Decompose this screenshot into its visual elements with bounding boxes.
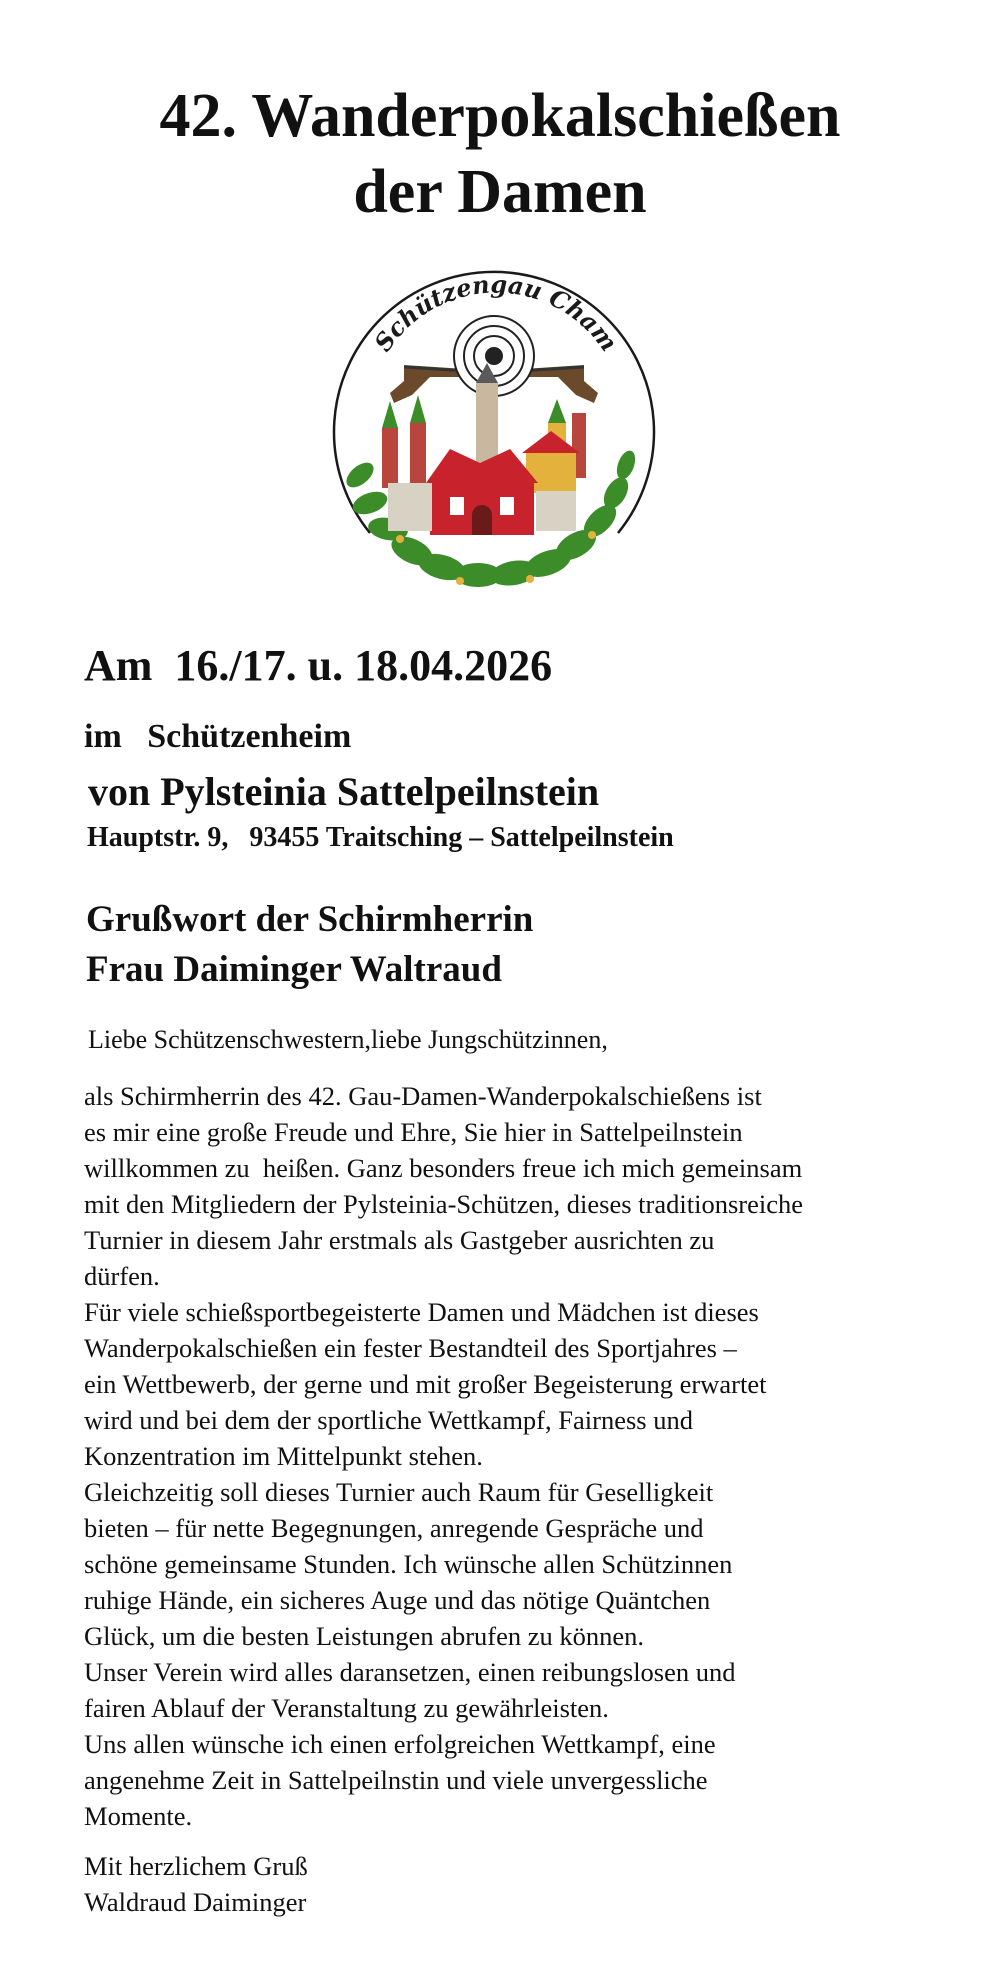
- body-line: bieten – für nette Begegnungen, anregende Gespräche und: [84, 1513, 704, 1543]
- body-line: mit den Mitgliedern der Pylsteinia-Schützen, dieses traditionsreiche: [84, 1189, 803, 1219]
- body-line: willkommen zu heißen. Ganz besonders freue ich mich gemeinsam: [84, 1153, 803, 1183]
- title-line-2: der Damen: [353, 158, 647, 226]
- greeting-heading-2: Frau Daiminger Waltraud: [86, 949, 502, 990]
- body-line: Gleichzeitig soll dieses Turnier auch Raum für Geselligkeit: [84, 1477, 714, 1507]
- body-line: angenehme Zeit in Sattelpeilnstin und viele unvergessliche: [84, 1765, 708, 1795]
- body-line: Unser Verein wird alles daransetzen, einen reibungslosen und: [84, 1657, 736, 1687]
- body-line: als Schirmherrin des 42. Gau-Damen-Wanderpokalschießens ist: [84, 1081, 762, 1111]
- signature-name: Waldraud Daiminger: [84, 1887, 307, 1917]
- club-emblem-logo: [300, 253, 688, 608]
- logo-lettering: Schützengau Cham: [368, 269, 624, 357]
- body-line: schöne gemeinsame Stunden. Ich wünsche allen Schützinnen: [84, 1549, 733, 1579]
- body-line: Glück, um die besten Leistungen abrufen zu können.: [84, 1621, 645, 1651]
- body-line: Konzentration im Mittelpunkt stehen.: [84, 1441, 483, 1471]
- body-line: Für viele schießsportbegeisterte Damen und Mädchen ist dieses: [84, 1297, 759, 1327]
- body-line: Turnier in diesem Jahr erstmals als Gastgeber ausrichten zu: [84, 1225, 715, 1255]
- body-line: dürfen.: [84, 1261, 160, 1291]
- body-line: fairen Ablauf der Veranstaltung zu gewährleisten.: [84, 1693, 609, 1723]
- body-line: Uns allen wünsche ich einen erfolgreichen Wettkampf, eine: [84, 1729, 716, 1759]
- greeting-body: [84, 1078, 964, 1834]
- body-line: es mir eine große Freude und Ehre, Sie hier in Sattelpeilnstein: [84, 1117, 743, 1147]
- body-line: Wanderpokalschießen ein fester Bestandteil des Sportjahres –: [84, 1333, 737, 1363]
- body-line: ruhige Hände, ein sicheres Auge und das nötige Quäntchen: [84, 1585, 711, 1615]
- venue-address: Hauptstr. 9, 93455 Traitsching – Sattelpeilnstein: [87, 822, 674, 853]
- greeting-heading-1: Grußwort der Schirmherrin: [86, 899, 534, 940]
- page-title: [0, 78, 1000, 230]
- venue-line-2: von Pylsteinia Sattelpeilnstein: [88, 769, 600, 814]
- body-line: ein Wettbewerb, der gerne und mit großer Begeisterung erwartet: [84, 1369, 767, 1399]
- title-line-1: 42. Wanderpokalschießen: [159, 82, 841, 150]
- event-date: Am 16./17. u. 18.04.2026: [84, 641, 553, 690]
- body-line: Momente.: [84, 1801, 193, 1831]
- venue-line-1: im Schützenheim: [84, 718, 352, 755]
- body-line: wird und bei dem der sportliche Wettkampf, Fairness und: [84, 1405, 693, 1435]
- salutation: Liebe Schützenschwestern,liebe Jungschützinnen,: [88, 1025, 608, 1054]
- closing-line: Mit herzlichem Gruß: [84, 1851, 308, 1881]
- sign-off: [84, 1848, 308, 1920]
